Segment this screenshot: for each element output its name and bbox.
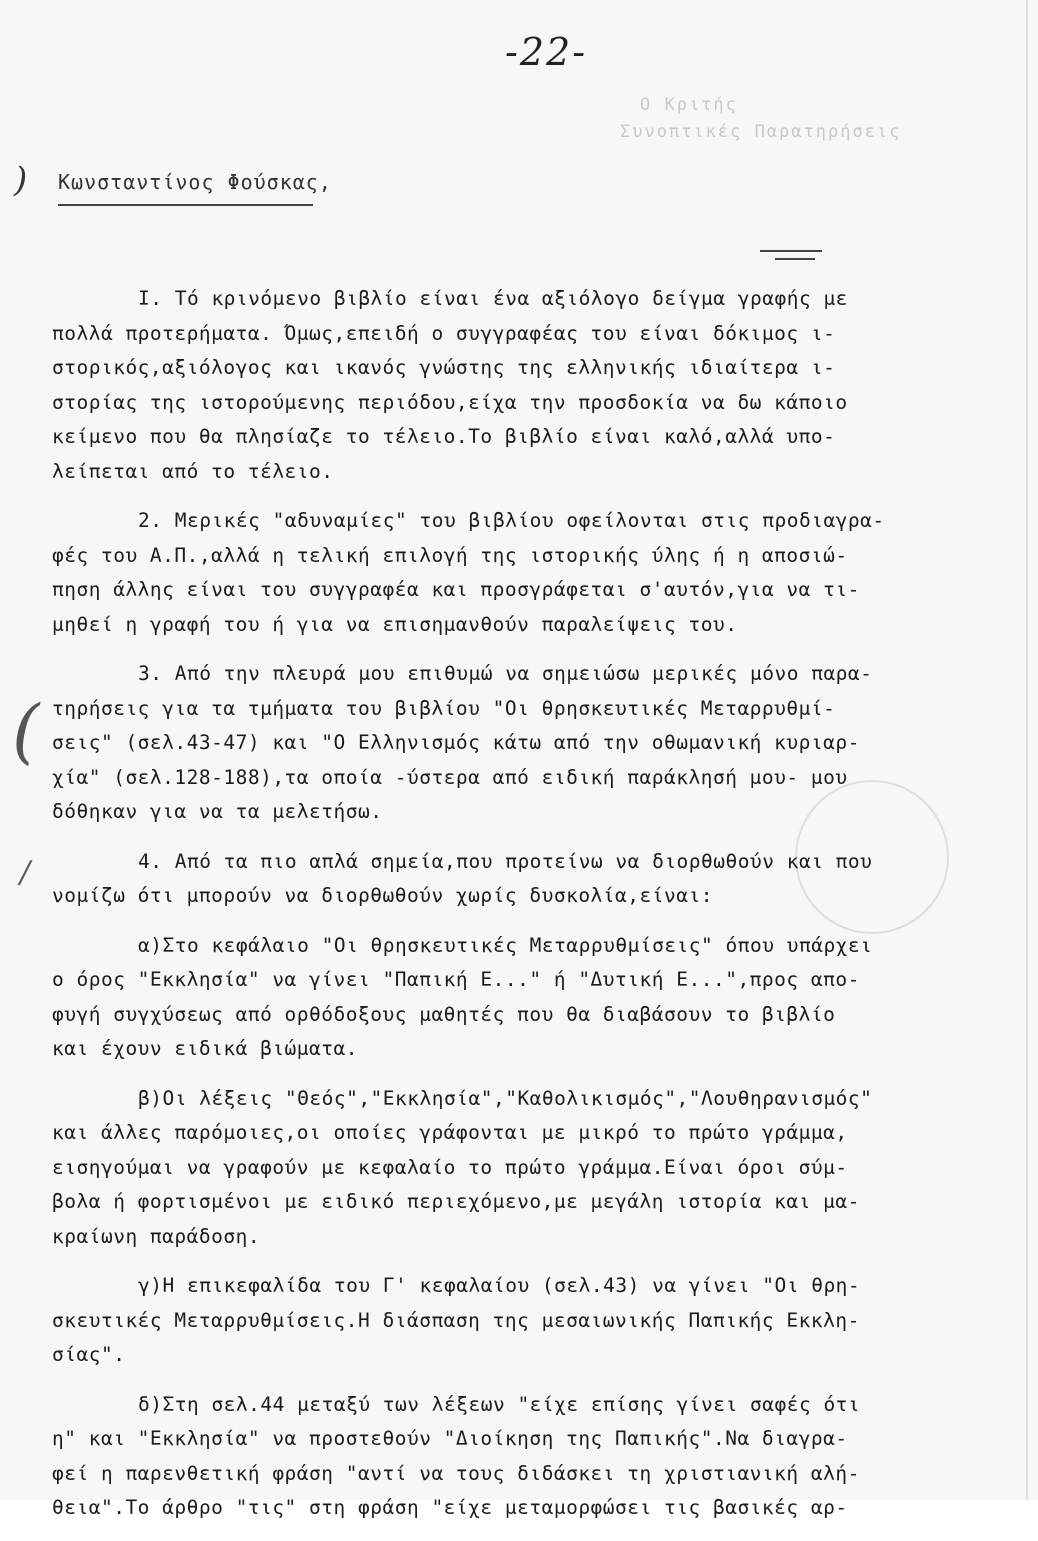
text-line: δ)Στη σελ.44 μεταξύ των λέξεων "είχε επίσης γίνει σαφές ότι — [138, 1392, 861, 1416]
faint-header-line-1: Ο Κριτής — [640, 95, 738, 115]
text-line: θεια".Το άρθρο "τις" στη φράση "είχε μεταμορφώσει τις βασικές αρ- — [52, 1496, 848, 1519]
text-line: βολα ή φορτισμένοι με ειδικό περιεχόμενο,με μεγάλη ιστορία και μα- — [52, 1190, 860, 1213]
text-line: Ι. Τό κρινόμενο βιβλίο είναι ένα αξιόλογο δείγμα γραφής με — [138, 287, 848, 310]
page-number: -22- — [505, 30, 588, 74]
paragraph-2 — [52, 504, 992, 642]
text-line: κραίωνη παράδοση. — [52, 1224, 261, 1248]
text-line: σίας". — [52, 1343, 126, 1366]
paragraph-4a — [52, 929, 992, 1067]
margin-bracket-mark: ) — [14, 160, 28, 200]
margin-brace-mark: ( — [12, 690, 40, 772]
paragraph-4c — [52, 1269, 992, 1373]
text-line: και έχουν ειδικά βιώματα. — [52, 1037, 358, 1060]
paragraph-4 — [52, 845, 992, 914]
header-rule — [760, 250, 822, 252]
paragraph-4b — [52, 1082, 992, 1255]
paragraph-4d — [52, 1388, 992, 1526]
text-line: νομίζω ότι μπορούν να διορθωθούν χωρίς δυσκολία,είναι: — [52, 884, 713, 907]
report-body — [52, 282, 992, 1541]
faint-header-line-2: Συνοπτικές Παρατηρήσεις — [620, 122, 902, 142]
text-line: φές του Α.Π.,αλλά η τελική επιλογή της ιστορικής ύλης ή η αποσιώ- — [52, 543, 848, 567]
text-line: τηρήσεις για τα τμήματα του βιβλίου "Οι θρησκευτικές Μεταρρυθμί- — [52, 696, 836, 720]
text-line: φυγή συγχύσεως από ορθόδοξους μαθητές που θα διαβάσουν το βιβλίο — [52, 1002, 836, 1026]
text-line: 3. Από την πλευρά μου επιθυμώ να σημειώσω μερικές μόνο παρα- — [138, 662, 873, 685]
text-line: α)Στο κεφάλαιο "Οι θρησκευτικές Μεταρρυθμίσεις" όπου υπάρχει — [138, 933, 873, 957]
text-line: η" και "Εκκλησία" να προστεθούν "Διοίκηση της Παπικής".Να διαγρα- — [52, 1427, 848, 1450]
text-line: ο όρος "Εκκλησία" να γίνει "Παπική Ε..." ή "Δυτική Ε...",προς απο- — [52, 968, 860, 991]
margin-stroke-mark: / — [20, 855, 31, 890]
paragraph-3 — [52, 657, 992, 830]
text-line: στορίας της ιστορούμενης περιόδου,είχα την προσδοκία να δω κάποιο — [52, 390, 848, 414]
text-line: 2. Μερικές "αδυναμίες" του βιβλίου οφείλονται στις προδιαγρα- — [138, 509, 885, 532]
page-edge-shadow — [1026, 0, 1028, 1500]
text-line: β)Οι λέξεις "Θεός","Εκκλησία","Καθολικισμός","Λουθηρανισμός" — [138, 1086, 873, 1110]
text-line: και άλλες παρόμοιες,οι οποίες γράφονται με μικρό το πρώτο γράμμα, — [52, 1121, 848, 1144]
text-line: μηθεί η γραφή του ή για να επισημανθούν παραλείψεις του. — [52, 612, 738, 636]
text-line: στορικός,αξιόλογος και ικανός γνώστης της ελληνικής ιδιαίτερα ι- — [52, 356, 836, 379]
header-rule-short — [775, 258, 815, 260]
text-line: πολλά προτερήματα. Όμως,επειδή ο συγγραφέας του είναι δόκιμος ι- — [52, 321, 836, 345]
text-line: σκευτικές Μεταρρυθμίσεις.Η διάσπαση της μεσαιωνικής Παπικής Εκκλη- — [52, 1308, 860, 1332]
text-line: σεις" (σελ.43-47) και "Ο Ελληνισμός κάτω από την οθωμανική κυριαρ- — [52, 731, 860, 754]
text-line: λείπεται από το τέλειο. — [52, 459, 334, 483]
text-line: πηση άλλης είναι του συγγραφέα και προσγράφεται σ'αυτόν,για να τι- — [52, 578, 860, 601]
text-line: δόθηκαν για να τα μελετήσω. — [52, 800, 383, 823]
author-underline — [58, 204, 313, 206]
text-line: κείμενο που θα πλησίαζε το τέλειο.Το βιβλίο είναι καλό,αλλά υπο- — [52, 425, 836, 448]
paragraph-1 — [52, 282, 992, 489]
text-line: φεί η παρενθετική φράση "αντί να τους διδάσκει τη χριστιανική αλή- — [52, 1461, 860, 1485]
author-line: Κωνσταντίνος Φούσκας, — [58, 170, 332, 194]
text-line: 4. Από τα πιο απλά σημεία,που προτείνω να διορθωθούν και που — [138, 849, 873, 873]
text-line: εισηγούμαι να γραφούν με κεφαλαίο το πρώτο γράμμα.Είναι όροι σύμ- — [52, 1155, 848, 1179]
text-line: γ)Η επικεφαλίδα του Γ' κεφαλαίου (σελ.43) να γίνει "Οι θρη- — [138, 1274, 861, 1297]
text-line: χία" (σελ.128-188),τα οποία -ύστερα από ειδική παράκλησή μου- μου — [52, 765, 848, 789]
